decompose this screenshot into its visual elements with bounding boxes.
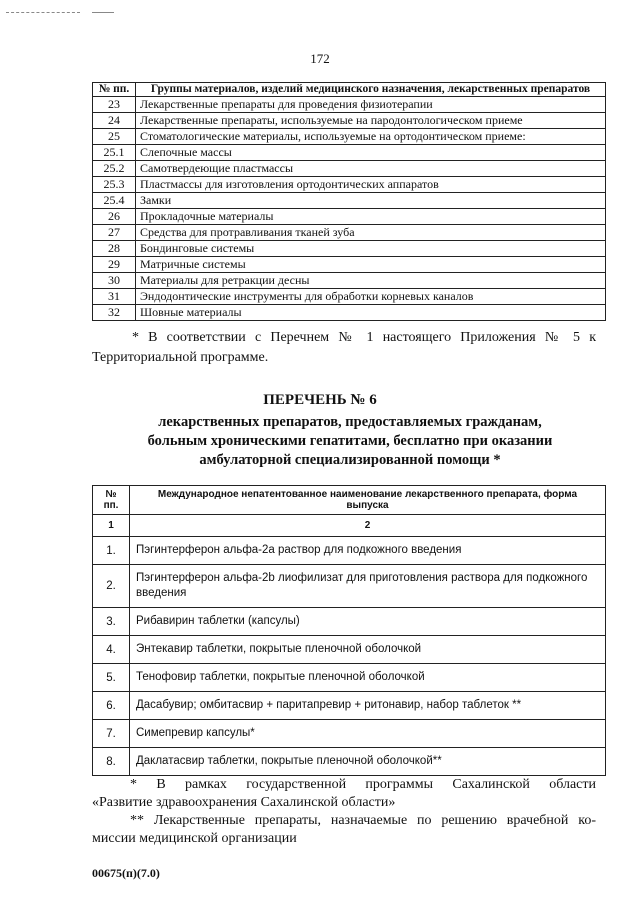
- scan-edge-mark: [6, 12, 80, 13]
- row-text: Пэгинтерферон альфа-2а раствор для подкожного введения: [130, 537, 606, 565]
- col-header-drug-name: Международное непатентованное наименование лекарственного препарата, форма выпуска: [130, 486, 606, 515]
- row-number: 5.: [93, 664, 130, 692]
- table-row: [93, 97, 606, 113]
- column-number: 2: [130, 515, 606, 537]
- table-footnote: [92, 328, 596, 368]
- row-number: 6.: [93, 692, 130, 720]
- table-row: [93, 257, 606, 273]
- table-row: [93, 193, 606, 209]
- table-row: [93, 537, 606, 565]
- row-number: 24: [93, 113, 136, 129]
- row-number: 27: [93, 225, 136, 241]
- table-row: [93, 113, 606, 129]
- row-number: 7.: [93, 720, 130, 748]
- row-number: 8.: [93, 748, 130, 776]
- row-number: 3.: [93, 608, 130, 636]
- table-row: [93, 241, 606, 257]
- list-title: ПЕРЕЧЕНЬ № 6: [263, 392, 377, 408]
- subtitle-line: лекарственных препаратов, предоставляемых гражданам,: [158, 414, 542, 430]
- table-row: [93, 129, 606, 145]
- row-number: 23: [93, 97, 136, 113]
- table-row: [93, 225, 606, 241]
- footnote-line: «Развитие здравоохранения Сахалинской области»: [92, 795, 396, 810]
- footnote-line: ** Лекарственные препараты, назначаемые по решению врачебной ко-: [130, 813, 596, 828]
- row-number: 4.: [93, 636, 130, 664]
- footnote-line: Территориальной программе.: [92, 350, 269, 365]
- row-number: 32: [93, 305, 136, 321]
- table-row: [93, 748, 606, 776]
- row-text: Эндодонтические инструменты для обработки корневых каналов: [136, 289, 606, 305]
- table-row: [93, 692, 606, 720]
- row-text: Бондинговые системы: [136, 241, 606, 257]
- table-row: [93, 177, 606, 193]
- drugs-table: [92, 485, 606, 776]
- row-number: 25.3: [93, 177, 136, 193]
- table-row: [93, 209, 606, 225]
- scan-edge-mark: [92, 12, 114, 13]
- row-text: Стоматологические материалы, используемые на ортодонтическом приеме:: [136, 129, 606, 145]
- row-text: Лекарственные препараты для проведения физиотерапии: [136, 97, 606, 113]
- col-header-group: Группы материалов, изделий медицинского назначения, лекарственных препаратов: [136, 83, 606, 97]
- row-text: Пластмассы для изготовления ортодонтических аппаратов: [136, 177, 606, 193]
- row-text: Рибавирин таблетки (капсулы): [130, 608, 606, 636]
- row-number: 30: [93, 273, 136, 289]
- row-text: Замки: [136, 193, 606, 209]
- row-number: 2.: [93, 565, 130, 608]
- subtitle-line: амбулаторной специализированной помощи *: [199, 452, 501, 468]
- table-row: [93, 608, 606, 636]
- row-number: 31: [93, 289, 136, 305]
- row-text: Симепревир капсулы*: [130, 720, 606, 748]
- row-number: 1.: [93, 537, 130, 565]
- page-number: 172: [310, 51, 330, 66]
- materials-table: [92, 82, 606, 321]
- row-text: Материалы для ретракции десны: [136, 273, 606, 289]
- row-text: Самотвердеющие пластмассы: [136, 161, 606, 177]
- table-row: [93, 273, 606, 289]
- table-row: [93, 305, 606, 321]
- row-text: Лекарственные препараты, используемые на пародонтологическом приеме: [136, 113, 606, 129]
- footnote-line: * В рамках государственной программы Сахалинской области: [130, 777, 596, 792]
- table-row: [93, 664, 606, 692]
- row-text: Энтекавир таблетки, покрытые пленочной оболочкой: [130, 636, 606, 664]
- table-row: [93, 161, 606, 177]
- table-row: [93, 289, 606, 305]
- footnote-commission: [92, 812, 596, 848]
- table-row: [93, 636, 606, 664]
- col-header-number: № пп.: [93, 83, 136, 97]
- table-row: [93, 720, 606, 748]
- column-number: 1: [93, 515, 130, 537]
- footnote-line: * В соответствии с Перечнем № 1 настоящего Приложения № 5 к: [132, 330, 596, 345]
- table-header-row: [93, 486, 606, 515]
- subtitle-line: больным хроническими гепатитами, бесплатно при оказании: [147, 433, 553, 449]
- table-header-row: [93, 83, 606, 97]
- row-number: 25.2: [93, 161, 136, 177]
- row-number: 25: [93, 129, 136, 145]
- row-text: Слепочные массы: [136, 145, 606, 161]
- row-number: 25.1: [93, 145, 136, 161]
- footnote-program: [92, 776, 596, 812]
- row-number: 28: [93, 241, 136, 257]
- document-code: 00675(п)(7.0): [92, 866, 160, 880]
- column-number-row: [93, 515, 606, 537]
- row-text: Матричные системы: [136, 257, 606, 273]
- row-number: 29: [93, 257, 136, 273]
- row-text: Дасабувир; омбитасвир + паритапревир + ритонавир, набор таблеток **: [130, 692, 606, 720]
- row-text: Даклатасвир таблетки, покрытые пленочной оболочкой**: [130, 748, 606, 776]
- row-text: Шовные материалы: [136, 305, 606, 321]
- footnote-line: миссии медицинской организации: [92, 831, 297, 846]
- row-number: 25.4: [93, 193, 136, 209]
- row-text: Прокладочные материалы: [136, 209, 606, 225]
- list-subtitle: [100, 413, 600, 470]
- row-text: Пэгинтерферон альфа-2b лиофилизат для приготовления раствора для подкожного введения: [130, 565, 606, 608]
- table-row: [93, 145, 606, 161]
- row-number: 26: [93, 209, 136, 225]
- table-row: [93, 565, 606, 608]
- row-text: Тенофовир таблетки, покрытые пленочной оболочкой: [130, 664, 606, 692]
- col-header-number: № пп.: [93, 486, 130, 515]
- row-text: Средства для протравливания тканей зуба: [136, 225, 606, 241]
